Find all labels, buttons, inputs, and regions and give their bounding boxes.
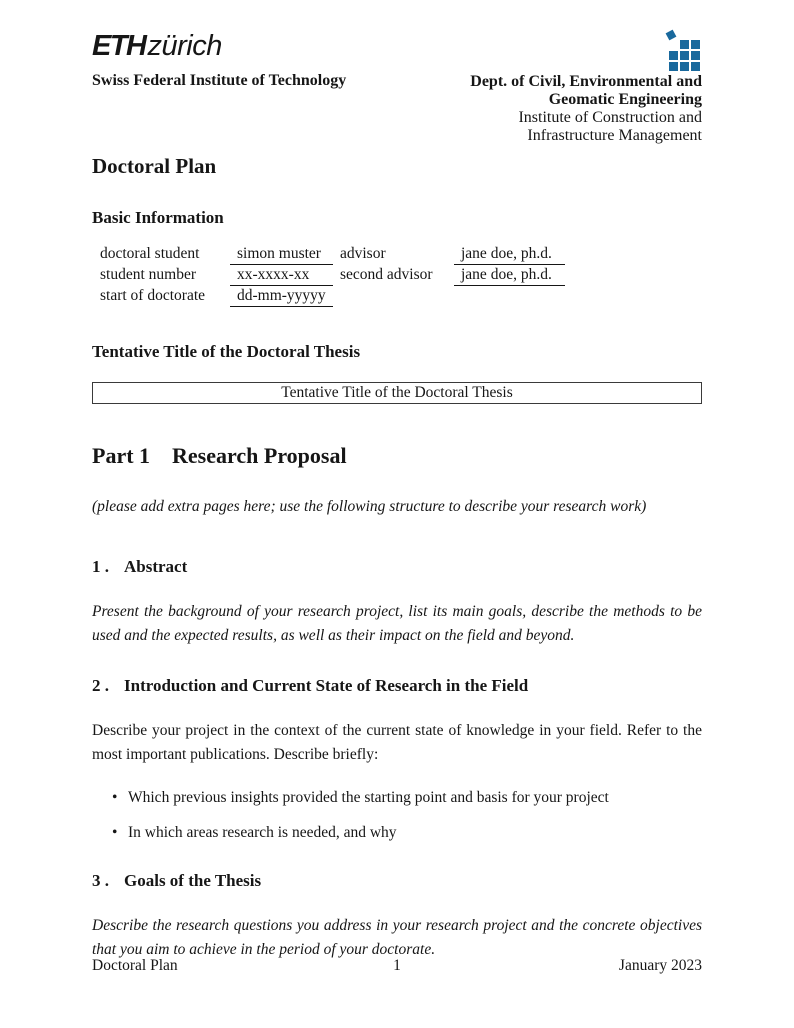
dept-line-1: Dept. of Civil, Environmental and: [470, 73, 702, 90]
tentative-title-box-value: Tentative Title of the Doctoral Thesis: [281, 384, 513, 401]
section-2-number: 2 .: [92, 676, 109, 695]
bullet-text: Which previous insights provided the starting point and basis for your project: [128, 789, 609, 806]
part1-number: Part 1: [92, 443, 151, 468]
tentative-title-box: [92, 382, 702, 404]
footer-document-name: Doctoral Plan: [92, 957, 178, 974]
field-label-advisor: advisor: [340, 245, 386, 262]
page-header: [92, 31, 702, 145]
field-value-second-advisor: jane doe, ph.d.: [454, 265, 565, 286]
section-3-heading: [92, 870, 702, 891]
section-1-body: Present the background of your research project, list its main goals, describe the methods to be used and the expected results, as well as their impact on the field and beyond.: [92, 603, 702, 644]
section-2-body: Describe your project in the context of the current state of knowledge in your field. Refer to the most important publications. Describe briefly:: [92, 722, 702, 763]
bullet-icon: •: [112, 824, 118, 841]
institute-name: Swiss Federal Institute of Technology: [92, 72, 347, 89]
section-3-body: Describe the research questions you address in your research project and the concrete objectives that you aim to achieve in the period of your doctorate.: [92, 917, 702, 958]
section-2-title: Introduction and Current State of Research in the Field: [124, 676, 529, 695]
field-label-student-number: student number: [100, 266, 196, 283]
blue-squares-grid-icon: [666, 31, 702, 71]
tentative-title-heading: Tentative Title of the Doctoral Thesis: [92, 342, 361, 361]
field-value-start-of-doctorate: dd-mm-yyyyy: [230, 286, 333, 307]
square-grid: [669, 40, 700, 71]
tilted-square-icon: [666, 30, 677, 41]
header-left: [92, 31, 346, 89]
field-value-advisor: jane doe, ph.d.: [454, 244, 565, 265]
dept-line-2: Geomatic Engineering: [548, 91, 702, 108]
footer-page-number: 1: [393, 957, 401, 974]
field-label-doctoral-student: doctoral student: [100, 245, 200, 262]
section-2-bullet-list: [92, 786, 702, 845]
field-value-doctoral-student: simon muster: [230, 244, 333, 265]
field-label-empty: [340, 286, 447, 307]
section-1-number: 1 .: [92, 557, 109, 576]
eth-logo-text: ETH: [92, 30, 146, 62]
document-title: Doctoral Plan: [92, 154, 217, 178]
dept-line-4: Infrastructure Management: [527, 127, 702, 144]
basic-information-heading: Basic Information: [92, 208, 224, 227]
section-1-heading: [92, 556, 702, 577]
section-2-heading: [92, 675, 702, 696]
zurich-logo-text: zürich: [147, 30, 222, 62]
bullet-item: [112, 786, 702, 810]
section-3-number: 3 .: [92, 871, 109, 890]
section-3-title: Goals of the Thesis: [124, 871, 262, 890]
dept-line-3: Institute of Construction and: [518, 109, 702, 126]
field-value-student-number: xx-xxxx-xx: [230, 265, 333, 286]
part1-title: Research Proposal: [172, 443, 347, 468]
part1-note: (please add extra pages here; use the following structure to describe your research work): [92, 498, 647, 515]
footer-date: January 2023: [618, 957, 702, 974]
field-label-second-advisor: second advisor: [340, 266, 433, 283]
part1-heading: [92, 442, 702, 470]
field-value-empty: [454, 286, 565, 307]
header-right: [470, 31, 702, 145]
section-1-title: Abstract: [124, 557, 188, 576]
page-footer: [92, 956, 702, 976]
bullet-icon: •: [112, 789, 118, 806]
eth-zurich-logo: [92, 31, 346, 61]
field-label-start-of-doctorate: start of doctorate: [100, 287, 206, 304]
bullet-item: [112, 821, 702, 845]
basic-info-table: [100, 244, 702, 307]
bullet-text: In which areas research is needed, and why: [128, 824, 397, 841]
